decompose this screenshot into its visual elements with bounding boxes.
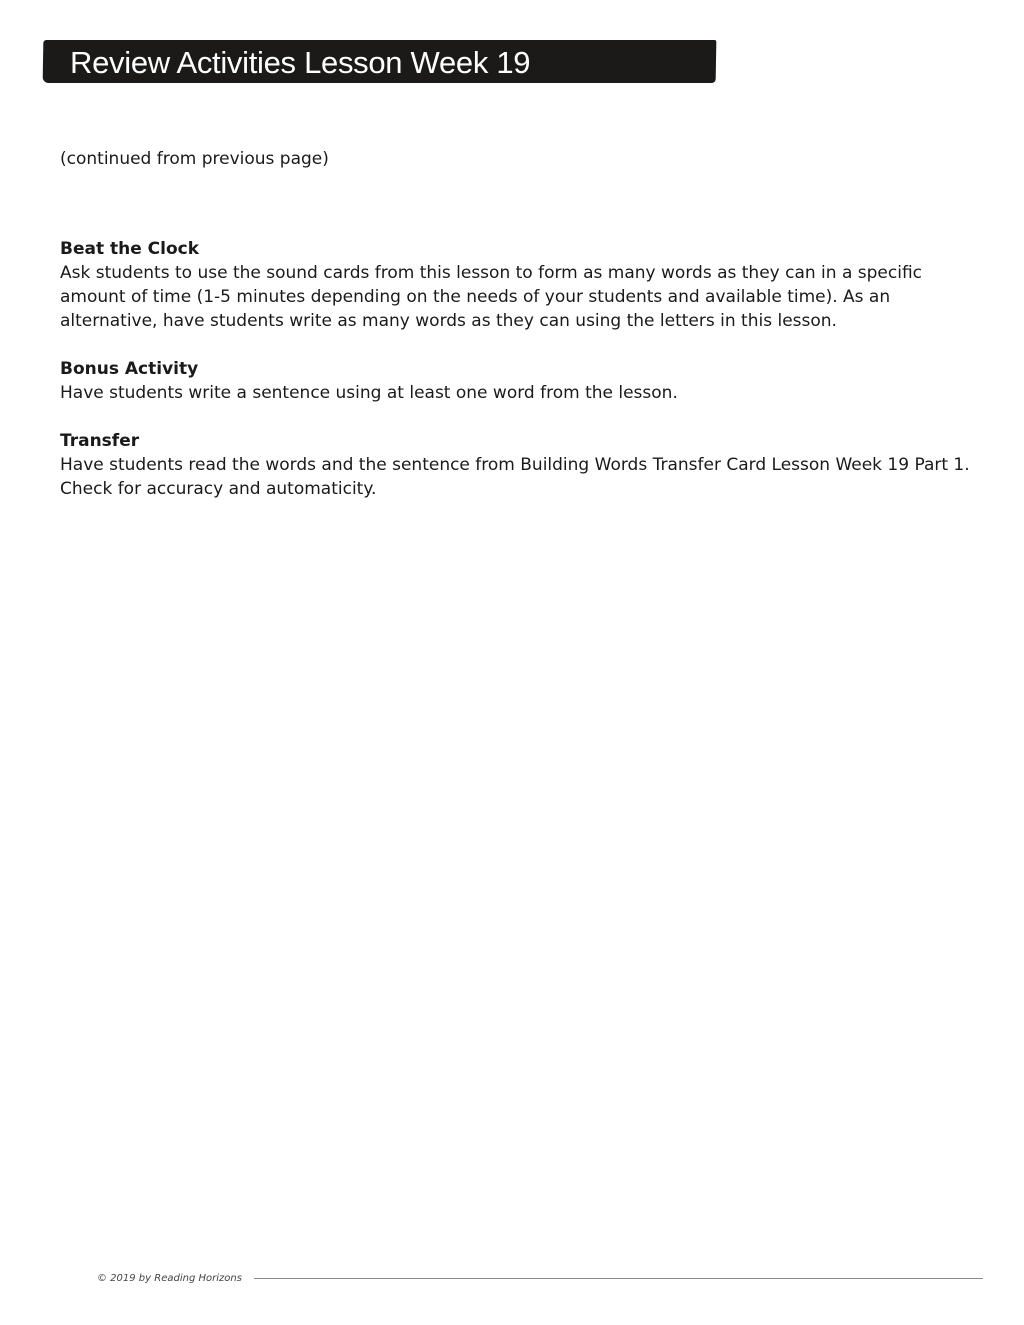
section-title: Beat the Clock	[60, 239, 200, 259]
footer	[97, 1270, 983, 1286]
section-title: Transfer	[60, 431, 140, 451]
page-title: Review Activities Lesson Week 19	[70, 45, 531, 80]
section-body: Ask students to use the sound cards from this lesson to form as many words as they can in a specific amount of time (1-5 minutes depending on the needs of your students and available time). As an alternative, have students write as many words as they can using the letters in this lesson.	[60, 263, 923, 331]
section-beat-the-clock	[60, 237, 975, 333]
footer-divider	[254, 1278, 983, 1279]
continued-note: (continued from previous page)	[60, 149, 329, 169]
section-body: Have students write a sentence using at least one word from the lesson.	[60, 383, 678, 403]
section-bonus-activity	[60, 357, 975, 405]
section-title: Bonus Activity	[60, 359, 199, 379]
section-transfer	[60, 429, 975, 501]
copyright-text: © 2019 by Reading Horizons	[97, 1272, 242, 1284]
main-content	[60, 147, 975, 525]
section-body: Have students read the words and the sentence from Building Words Transfer Card Lesson Week 19 Part 1. Check for accuracy and automaticity.	[60, 455, 970, 499]
